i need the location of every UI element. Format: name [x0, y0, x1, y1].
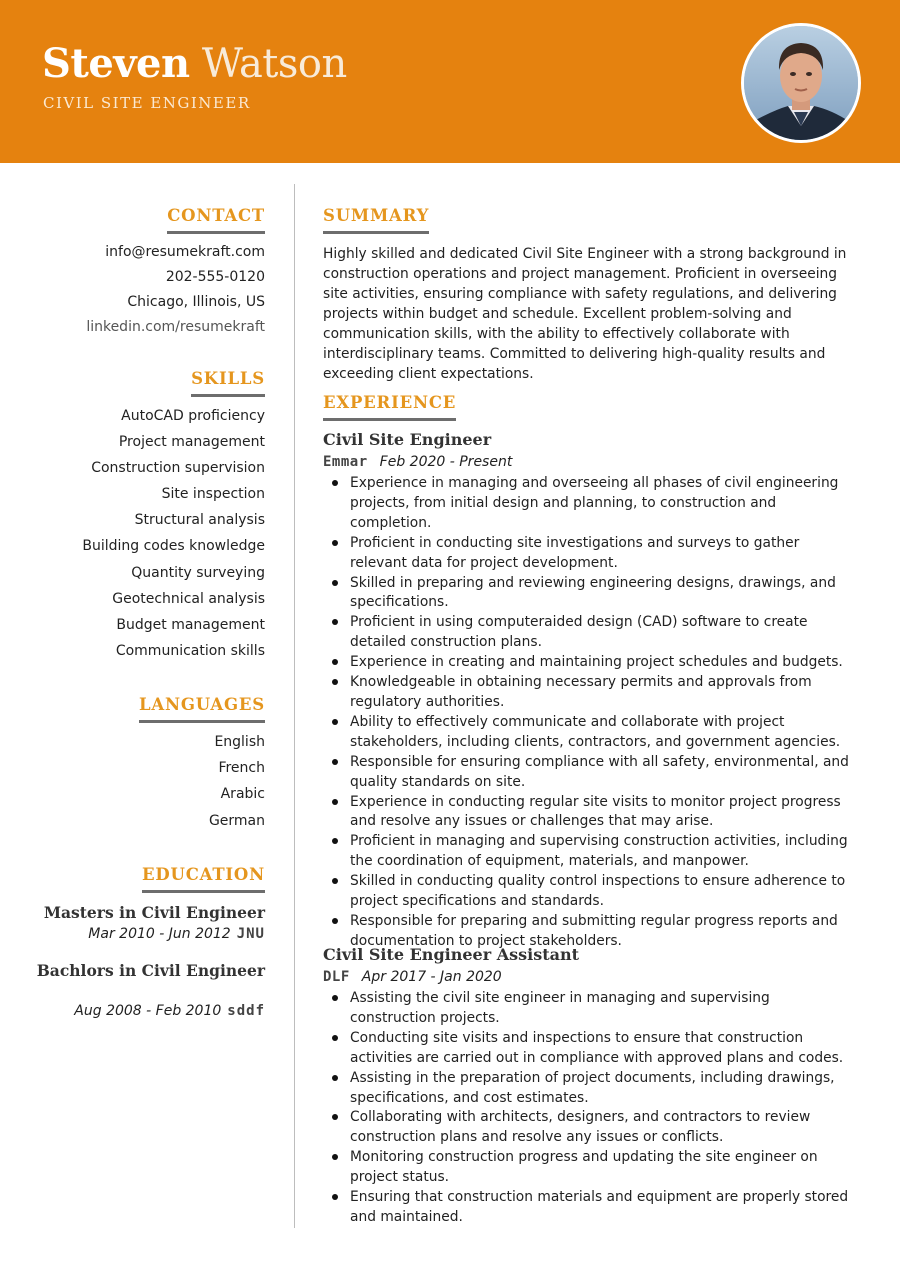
skill-item: AutoCAD proficiency [121, 408, 265, 424]
list-item: Responsible for preparing and submitting regular progress reports and documentation to project stakeholders. [326, 912, 854, 952]
column-divider [294, 184, 295, 1228]
job-company: Emmar [323, 454, 368, 470]
languages-heading: LANGUAGES [139, 695, 265, 723]
skills-heading: SKILLS [191, 369, 265, 397]
profile-photo [741, 23, 861, 143]
summary-heading: SUMMARY [323, 206, 429, 234]
list-item: Skilled in conducting quality control inspections to ensure adherence to project specifications and standards. [326, 872, 854, 912]
list-item: Proficient in using computeraided design (CAD) software to create detailed construction plans. [326, 613, 854, 653]
summary-text: Highly skilled and dedicated Civil Site Engineer with a strong background in construction operations and project management. Proficient in overseeing site activities, ensuring compliance with safety regulations, and delivering projects within budget and schedule. Excellent problem-solving and communication skills, with the ability to effectively collaborate with interdisciplinary teams. Committed to delivering high-quality results and exceeding client expectations. [323, 246, 847, 382]
language-item: English [214, 734, 265, 750]
job-bullets [326, 474, 854, 952]
contact-heading: CONTACT [167, 206, 265, 234]
first-name: Steven [42, 40, 190, 87]
job-dates: Feb 2020 - Present [379, 454, 513, 470]
list-item: Experience in managing and overseeing all phases of civil engineering projects, from initial design and planning, to construction and completion. [326, 474, 854, 534]
experience-heading: EXPERIENCE [323, 393, 456, 421]
heading-underline [142, 890, 265, 893]
list-item: Collaborating with architects, designers, and contractors to review construction plans and resolve any issues or conflicts. [326, 1108, 854, 1148]
job-position-title: Civil Site Engineer [323, 430, 492, 449]
list-item: Conducting site visits and inspections to ensure that construction activities are carried out in compliance with approved plans and codes. [326, 1029, 854, 1069]
language-item: French [218, 760, 265, 776]
list-item: Proficient in managing and supervising construction activities, including the coordination of equipment, materials, and manpower. [326, 832, 854, 872]
list-item: Ensuring that construction materials and equipment are properly stored and maintained. [326, 1188, 854, 1228]
skill-item: Structural analysis [134, 512, 265, 528]
job-meta [323, 969, 502, 985]
education-meta [74, 1003, 265, 1019]
job-position-title: Civil Site Engineer Assistant [323, 945, 579, 964]
heading-underline [323, 418, 456, 421]
education-degree: Masters in Civil Engineer [43, 903, 265, 922]
education-meta [88, 926, 265, 942]
contact-linkedin[interactable]: linkedin.com/resumekraft [86, 319, 265, 335]
header-banner [0, 0, 900, 163]
skill-item: Building codes knowledge [82, 538, 265, 554]
education-school: JNU [236, 926, 265, 942]
education-dates: Mar 2010 - Jun 2012 [88, 926, 231, 942]
candidate-name [42, 38, 347, 90]
heading-underline [167, 231, 265, 234]
education-degree: Bachlors in Civil Engineer [36, 961, 265, 980]
list-item: Assisting in the preparation of project documents, including drawings, specifications, and cost estimates. [326, 1069, 854, 1109]
list-item: Ability to effectively communicate and collaborate with project stakeholders, including clients, contractors, and government agencies. [326, 713, 854, 753]
language-item: German [208, 813, 265, 829]
skill-item: Project management [118, 434, 265, 450]
language-item: Arabic [220, 786, 265, 802]
list-item: Assisting the civil site engineer in managing and supervising construction projects. [326, 989, 854, 1029]
list-item: Skilled in preparing and reviewing engineering designs, drawings, and specifications. [326, 574, 854, 614]
heading-underline [191, 394, 265, 397]
skill-item: Geotechnical analysis [112, 591, 265, 607]
list-item: Experience in creating and maintaining project schedules and budgets. [326, 653, 854, 673]
contact-location: Chicago, Illinois, US [127, 294, 265, 310]
education-school: sddf [227, 1003, 265, 1019]
skill-item: Construction supervision [91, 460, 265, 476]
heading-underline [139, 720, 265, 723]
list-item: Knowledgeable in obtaining necessary permits and approvals from regulatory authorities. [326, 673, 854, 713]
education-dates: Aug 2008 - Feb 2010 [74, 1003, 222, 1019]
job-bullets [326, 989, 854, 1228]
job-meta [323, 454, 512, 470]
list-item: Monitoring construction progress and updating the site engineer on project status. [326, 1148, 854, 1188]
skill-item: Quantity surveying [131, 565, 265, 581]
list-item: Responsible for ensuring compliance with all safety, environmental, and quality standards on site. [326, 753, 854, 793]
job-title: CIVIL SITE ENGINEER [43, 94, 251, 112]
contact-email[interactable]: info@resumekraft.com [105, 244, 265, 260]
education-heading: EDUCATION [142, 865, 265, 893]
last-name: Watson [201, 41, 347, 87]
skill-item: Site inspection [161, 486, 265, 502]
job-company: DLF [323, 969, 350, 985]
list-item: Experience in conducting regular site visits to monitor project progress and resolve any issues or challenges that may arise. [326, 793, 854, 833]
contact-phone: 202-555-0120 [165, 269, 265, 285]
job-dates: Apr 2017 - Jan 2020 [361, 969, 502, 985]
list-item: Proficient in conducting site investigations and surveys to gather relevant data for project development. [326, 534, 854, 574]
heading-underline [323, 231, 429, 234]
skill-item: Communication skills [115, 643, 265, 659]
skill-item: Budget management [116, 617, 265, 633]
